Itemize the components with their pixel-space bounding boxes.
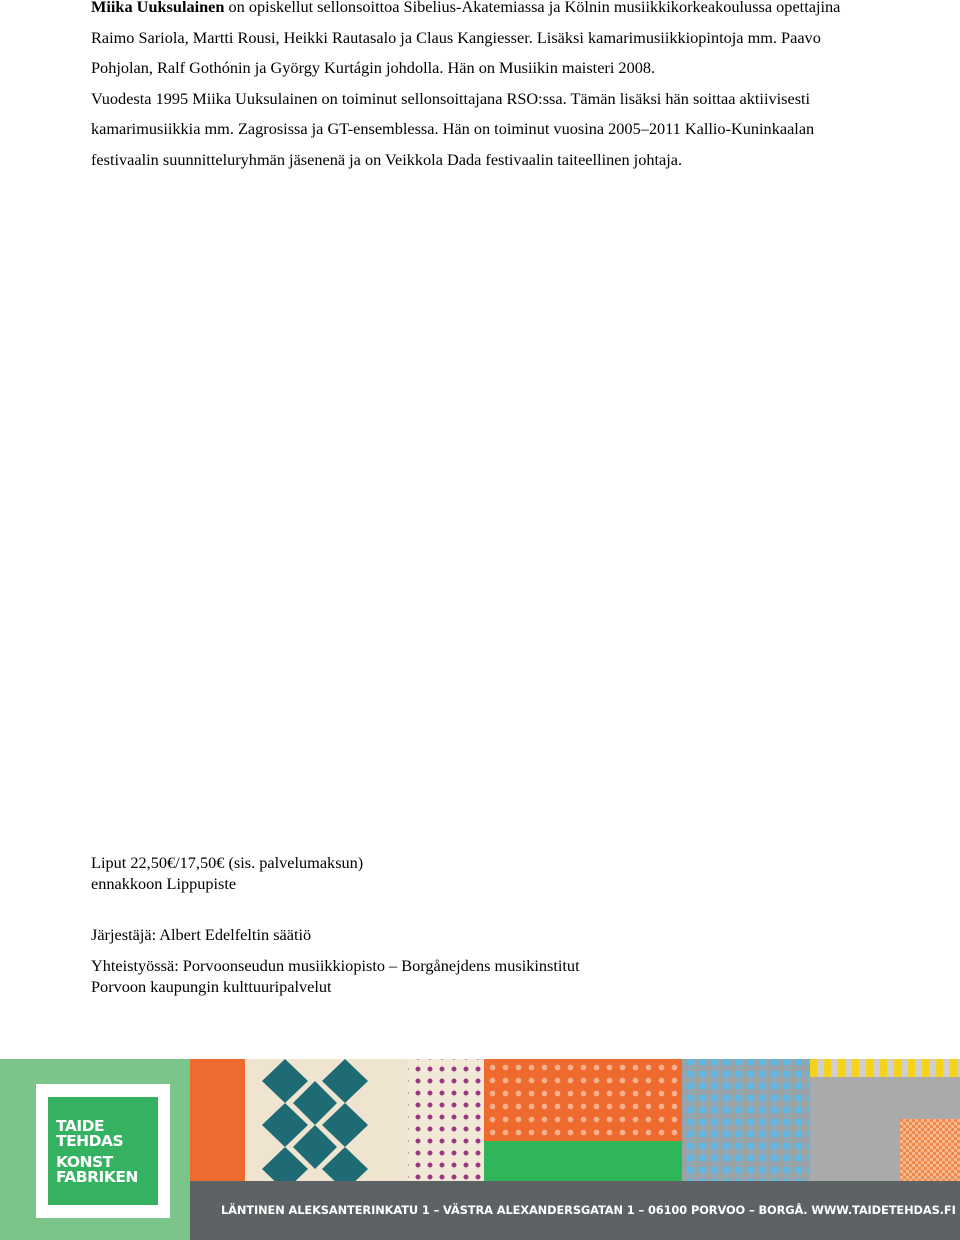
artist-name: Miika Uuksulainen xyxy=(91,0,225,16)
checker-panel xyxy=(900,1119,960,1181)
taidetehdas-logo xyxy=(36,1084,170,1218)
red-dotted-panel xyxy=(484,1059,682,1141)
address-bar xyxy=(190,1181,960,1240)
ticket-info xyxy=(91,852,851,894)
biography xyxy=(91,0,871,176)
organizer: Järjestäjä: Albert Edelfeltin säätiö xyxy=(91,925,312,944)
bio-paragraph-1 xyxy=(91,0,871,84)
bio-text-1: on opiskellut sellonsoittoa Sibelius-Akatemiassa ja Kölnin musiikkikorkeakoulussa opettajina Raimo Sariola, Martti Rousi, Heikki Rautasalo ja Claus Kangiesser. Lisäksi kamarimusiikkiopintoja mm. Paavo Pohjolan, Ralf Gothónin ja György Kurtágin johdolla. Hän on Musiikin maisteri 2008. xyxy=(91,0,841,78)
bio-paragraph-2: Vuodesta 1995 Miika Uuksulainen on toiminut sellonsoittajana RSO:ssa. Tämän lisäksi hän soittaa aktiivisesti kamarimusiikkia mm. Zagrosissa ja GT-ensemblessa. Hän on toiminut vuosina 2005–2011 Kallio-Kuninkaalan festivaalin suunnitteluryhmän jäsenenä ja on Veikkola Dada festivaalin taiteellinen johtaja. xyxy=(91,88,815,169)
venue-address: LÄNTINEN ALEKSANTERINKATU 1 – VÄSTRA ALEXANDERSGATAN 1 – 06100 PORVOO – BORGÅ. WWW.TAIDETEHDAS.FI xyxy=(221,1203,956,1217)
logo-line-4: FABRIKEN xyxy=(56,1167,138,1186)
footer-banner xyxy=(0,1059,960,1240)
ticket-price: Liput 22,50€/17,50€ (sis. palvelumaksun) xyxy=(91,853,364,872)
diamond-pattern xyxy=(245,1059,408,1189)
cooperation-line-2: Porvoon kaupungin kulttuuripalvelut xyxy=(91,977,332,996)
logo-line-3: KONST xyxy=(56,1153,113,1171)
ticket-sales: ennakkoon Lippupiste xyxy=(91,874,237,893)
organizer-info xyxy=(91,924,851,945)
cooperation-info xyxy=(91,955,851,997)
cooperation-line-1: Yhteistyössä: Porvoonseudun musiikkiopisto – Borgånejdens musikinstitut xyxy=(91,956,580,975)
yellow-stripe-panel xyxy=(810,1059,960,1077)
logo-line-2: TEHDAS xyxy=(56,1131,124,1150)
logo-line-1: TAIDE xyxy=(56,1117,105,1135)
